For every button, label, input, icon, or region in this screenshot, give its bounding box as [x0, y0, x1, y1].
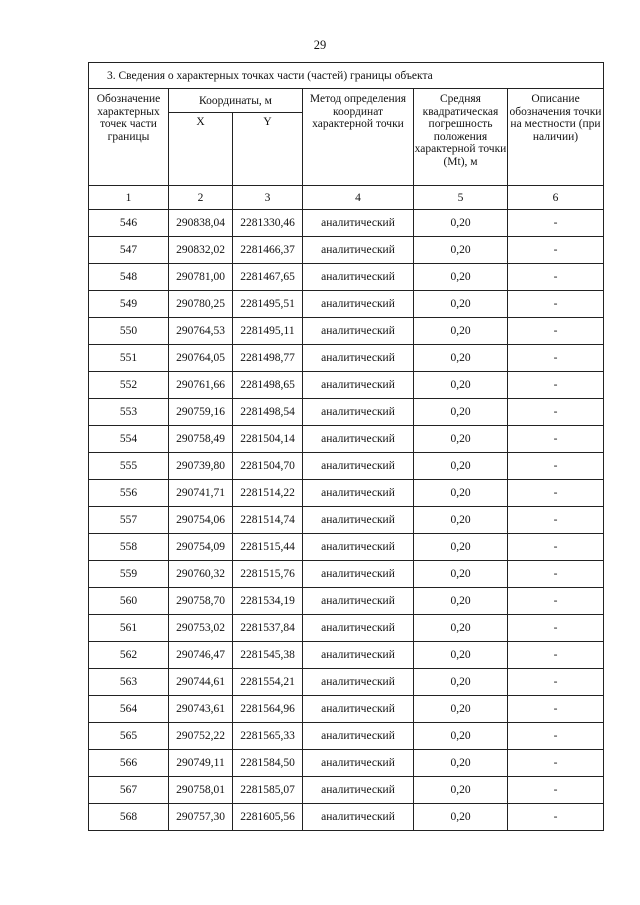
cell-x-coordinate: 290780,25 [169, 291, 233, 318]
table-row [89, 696, 604, 723]
table-row [89, 507, 604, 534]
cell-x-coordinate: 290744,61 [169, 669, 233, 696]
cell-error: 0,20 [414, 291, 508, 318]
cell-error: 0,20 [414, 561, 508, 588]
cell-point-number: 553 [89, 399, 169, 426]
cell-method: аналитический [303, 750, 414, 777]
column-number: 5 [414, 186, 508, 210]
table-row [89, 615, 604, 642]
column-number: 4 [303, 186, 414, 210]
cell-error: 0,20 [414, 399, 508, 426]
column-number: 2 [169, 186, 233, 210]
column-number: 3 [233, 186, 303, 210]
cell-description: - [508, 588, 604, 615]
cell-point-number: 548 [89, 264, 169, 291]
header-y: Y [233, 113, 303, 186]
cell-error: 0,20 [414, 534, 508, 561]
cell-y-coordinate: 2281467,65 [233, 264, 303, 291]
cell-y-coordinate: 2281498,65 [233, 372, 303, 399]
cell-point-number: 552 [89, 372, 169, 399]
header-error: Средняя квадратическая погрешность положения характерной точки (Mt), м [414, 89, 508, 186]
section-title-row [89, 63, 604, 89]
cell-x-coordinate: 290781,00 [169, 264, 233, 291]
header-method: Метод определения координат характерной точки [303, 89, 414, 186]
cell-description: - [508, 507, 604, 534]
cell-y-coordinate: 2281514,22 [233, 480, 303, 507]
cell-x-coordinate: 290838,04 [169, 210, 233, 237]
cell-point-number: 566 [89, 750, 169, 777]
cell-method: аналитический [303, 426, 414, 453]
column-number-row [89, 186, 604, 210]
cell-method: аналитический [303, 507, 414, 534]
cell-point-number: 546 [89, 210, 169, 237]
cell-method: аналитический [303, 669, 414, 696]
cell-error: 0,20 [414, 507, 508, 534]
table-row [89, 399, 604, 426]
cell-error: 0,20 [414, 453, 508, 480]
cell-method: аналитический [303, 372, 414, 399]
table-row [89, 642, 604, 669]
cell-error: 0,20 [414, 237, 508, 264]
cell-point-number: 562 [89, 642, 169, 669]
table-row [89, 534, 604, 561]
cell-description: - [508, 696, 604, 723]
cell-x-coordinate: 290752,22 [169, 723, 233, 750]
table-row [89, 723, 604, 750]
cell-point-number: 564 [89, 696, 169, 723]
cell-y-coordinate: 2281498,77 [233, 345, 303, 372]
cell-error: 0,20 [414, 426, 508, 453]
cell-point-number: 547 [89, 237, 169, 264]
cell-description: - [508, 480, 604, 507]
cell-y-coordinate: 2281534,19 [233, 588, 303, 615]
table-row [89, 345, 604, 372]
cell-description: - [508, 237, 604, 264]
cell-error: 0,20 [414, 318, 508, 345]
header-coordinates: Координаты, м [169, 89, 303, 113]
cell-point-number: 563 [89, 669, 169, 696]
cell-y-coordinate: 2281515,76 [233, 561, 303, 588]
cell-x-coordinate: 290749,11 [169, 750, 233, 777]
cell-description: - [508, 318, 604, 345]
boundary-points-table [88, 62, 604, 831]
cell-description: - [508, 210, 604, 237]
cell-description: - [508, 399, 604, 426]
cell-description: - [508, 372, 604, 399]
cell-y-coordinate: 2281504,70 [233, 453, 303, 480]
cell-point-number: 551 [89, 345, 169, 372]
cell-error: 0,20 [414, 210, 508, 237]
cell-method: аналитический [303, 804, 414, 831]
cell-point-number: 555 [89, 453, 169, 480]
cell-x-coordinate: 290757,30 [169, 804, 233, 831]
cell-error: 0,20 [414, 804, 508, 831]
cell-x-coordinate: 290739,80 [169, 453, 233, 480]
cell-x-coordinate: 290832,02 [169, 237, 233, 264]
page-number: 29 [313, 38, 327, 52]
table-row [89, 453, 604, 480]
cell-method: аналитический [303, 696, 414, 723]
header-row-1 [89, 89, 604, 113]
cell-method: аналитический [303, 588, 414, 615]
cell-method: аналитический [303, 264, 414, 291]
cell-y-coordinate: 2281554,21 [233, 669, 303, 696]
cell-description: - [508, 669, 604, 696]
table-row [89, 372, 604, 399]
cell-error: 0,20 [414, 696, 508, 723]
cell-y-coordinate: 2281565,33 [233, 723, 303, 750]
cell-y-coordinate: 2281584,50 [233, 750, 303, 777]
cell-y-coordinate: 2281498,54 [233, 399, 303, 426]
cell-method: аналитический [303, 723, 414, 750]
cell-point-number: 557 [89, 507, 169, 534]
cell-y-coordinate: 2281504,14 [233, 426, 303, 453]
cell-error: 0,20 [414, 345, 508, 372]
table-body [89, 63, 604, 831]
cell-error: 0,20 [414, 615, 508, 642]
cell-method: аналитический [303, 291, 414, 318]
header-point: Обозначение характерных точек части границы [89, 89, 169, 186]
cell-method: аналитический [303, 453, 414, 480]
cell-y-coordinate: 2281330,46 [233, 210, 303, 237]
cell-x-coordinate: 290764,05 [169, 345, 233, 372]
cell-point-number: 568 [89, 804, 169, 831]
cell-error: 0,20 [414, 588, 508, 615]
cell-point-number: 560 [89, 588, 169, 615]
column-number: 1 [89, 186, 169, 210]
cell-description: - [508, 453, 604, 480]
cell-method: аналитический [303, 480, 414, 507]
cell-error: 0,20 [414, 642, 508, 669]
cell-y-coordinate: 2281466,37 [233, 237, 303, 264]
cell-x-coordinate: 290753,02 [169, 615, 233, 642]
cell-method: аналитический [303, 777, 414, 804]
cell-y-coordinate: 2281495,11 [233, 318, 303, 345]
table-row [89, 210, 604, 237]
cell-description: - [508, 750, 604, 777]
table-row [89, 804, 604, 831]
column-number: 6 [508, 186, 604, 210]
cell-description: - [508, 804, 604, 831]
cell-error: 0,20 [414, 750, 508, 777]
cell-x-coordinate: 290741,71 [169, 480, 233, 507]
table-row [89, 264, 604, 291]
table-row [89, 588, 604, 615]
cell-method: аналитический [303, 615, 414, 642]
cell-x-coordinate: 290754,09 [169, 534, 233, 561]
cell-point-number: 565 [89, 723, 169, 750]
cell-point-number: 556 [89, 480, 169, 507]
cell-method: аналитический [303, 534, 414, 561]
cell-point-number: 558 [89, 534, 169, 561]
cell-y-coordinate: 2281545,38 [233, 642, 303, 669]
cell-description: - [508, 723, 604, 750]
cell-point-number: 559 [89, 561, 169, 588]
cell-error: 0,20 [414, 777, 508, 804]
cell-description: - [508, 615, 604, 642]
cell-point-number: 549 [89, 291, 169, 318]
cell-x-coordinate: 290743,61 [169, 696, 233, 723]
cell-error: 0,20 [414, 723, 508, 750]
cell-point-number: 550 [89, 318, 169, 345]
cell-x-coordinate: 290746,47 [169, 642, 233, 669]
cell-error: 0,20 [414, 372, 508, 399]
cell-method: аналитический [303, 642, 414, 669]
table-row [89, 480, 604, 507]
cell-method: аналитический [303, 210, 414, 237]
table-row [89, 669, 604, 696]
cell-method: аналитический [303, 345, 414, 372]
cell-point-number: 561 [89, 615, 169, 642]
cell-description: - [508, 264, 604, 291]
cell-description: - [508, 642, 604, 669]
cell-description: - [508, 426, 604, 453]
cell-description: - [508, 345, 604, 372]
cell-error: 0,20 [414, 480, 508, 507]
cell-y-coordinate: 2281537,84 [233, 615, 303, 642]
table-row [89, 426, 604, 453]
section-title: 3. Сведения о характерных точках части (частей) границы объекта [89, 63, 604, 89]
cell-y-coordinate: 2281564,96 [233, 696, 303, 723]
cell-description: - [508, 561, 604, 588]
cell-description: - [508, 777, 604, 804]
header-x: X [169, 113, 233, 186]
table-row [89, 237, 604, 264]
cell-description: - [508, 534, 604, 561]
cell-error: 0,20 [414, 669, 508, 696]
cell-x-coordinate: 290758,01 [169, 777, 233, 804]
table-row [89, 777, 604, 804]
table-row [89, 750, 604, 777]
cell-y-coordinate: 2281515,44 [233, 534, 303, 561]
cell-description: - [508, 291, 604, 318]
table-row [89, 291, 604, 318]
cell-x-coordinate: 290764,53 [169, 318, 233, 345]
cell-x-coordinate: 290760,32 [169, 561, 233, 588]
cell-method: аналитический [303, 318, 414, 345]
header-description: Описание обозначения точки на местности (при наличии) [508, 89, 604, 186]
table-row [89, 561, 604, 588]
cell-y-coordinate: 2281605,56 [233, 804, 303, 831]
cell-x-coordinate: 290758,49 [169, 426, 233, 453]
cell-point-number: 567 [89, 777, 169, 804]
cell-x-coordinate: 290758,70 [169, 588, 233, 615]
cell-method: аналитический [303, 399, 414, 426]
cell-method: аналитический [303, 237, 414, 264]
cell-x-coordinate: 290759,16 [169, 399, 233, 426]
cell-y-coordinate: 2281514,74 [233, 507, 303, 534]
cell-y-coordinate: 2281585,07 [233, 777, 303, 804]
cell-y-coordinate: 2281495,51 [233, 291, 303, 318]
cell-point-number: 554 [89, 426, 169, 453]
cell-x-coordinate: 290761,66 [169, 372, 233, 399]
cell-error: 0,20 [414, 264, 508, 291]
cell-method: аналитический [303, 561, 414, 588]
cell-x-coordinate: 290754,06 [169, 507, 233, 534]
table-row [89, 318, 604, 345]
